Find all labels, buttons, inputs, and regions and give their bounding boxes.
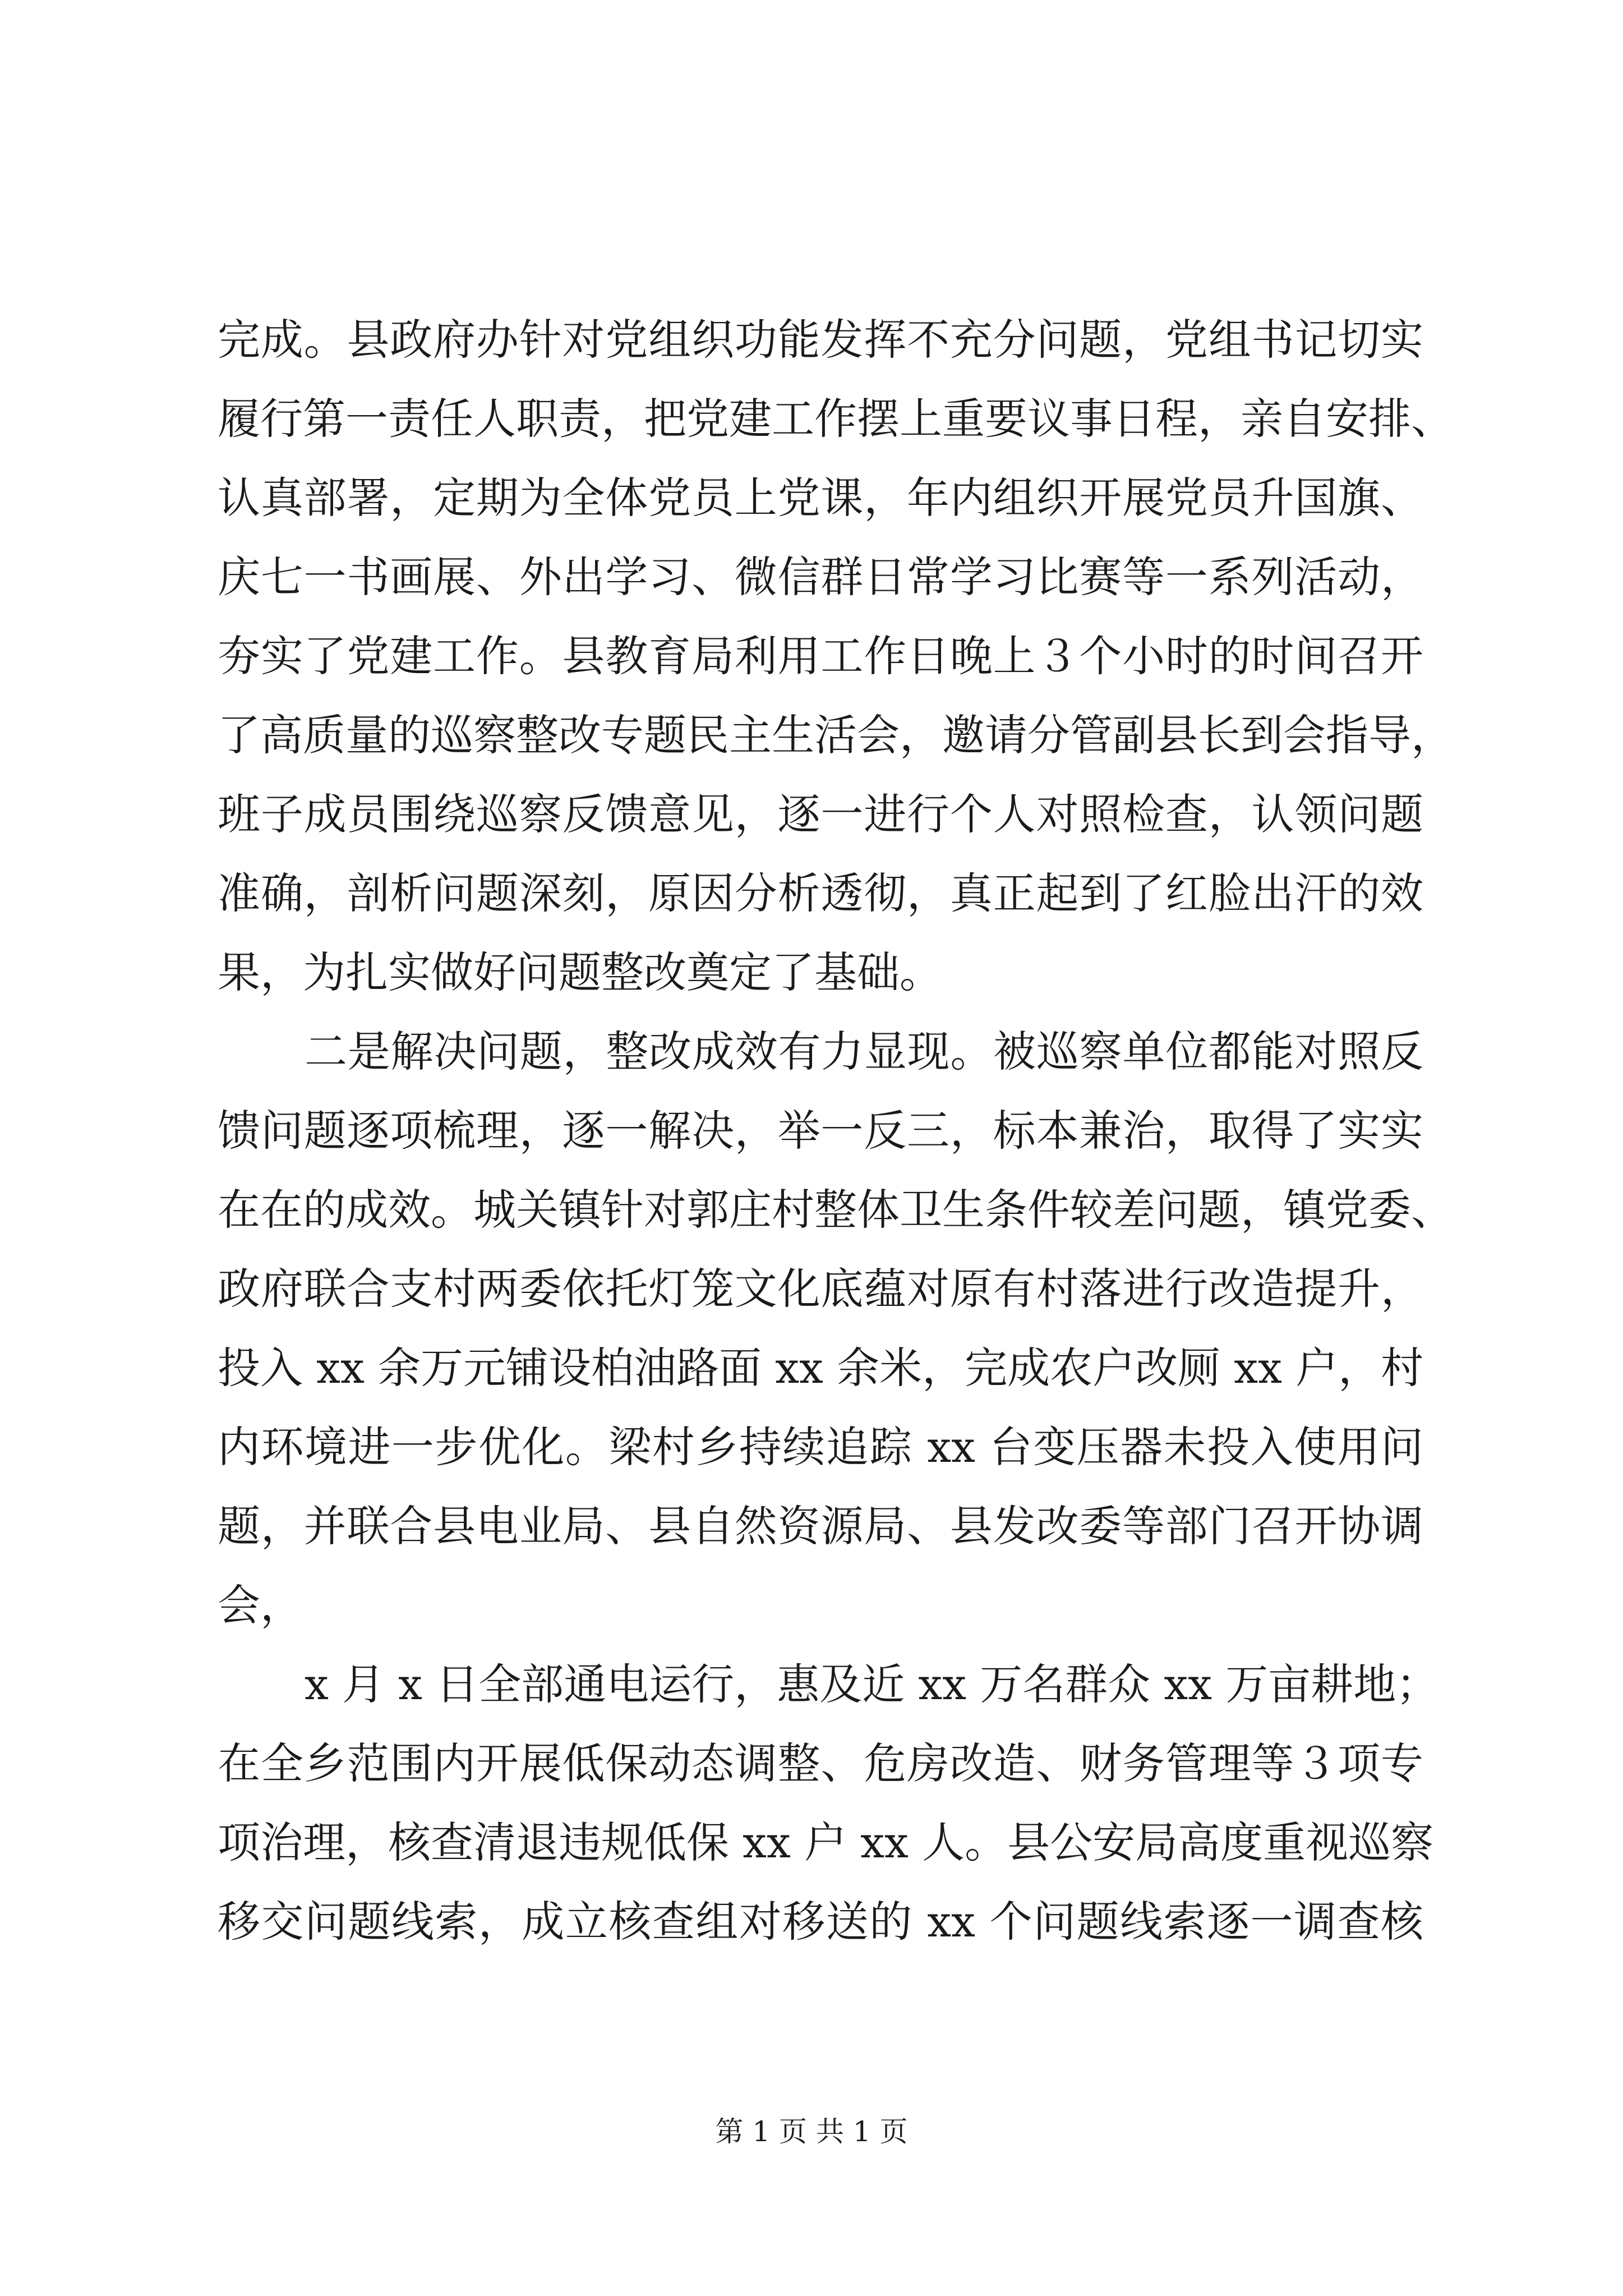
page-footer: 第 1 页 共 1 页 <box>715 2115 908 2148</box>
text-line: 会， <box>218 1580 303 1630</box>
text-line: 馈问题逐项梳理，逐一解决，举一反三，标本兼治，取得了实实 <box>218 1106 1423 1156</box>
text-line: 完成。县政府办针对党组织功能发挥不充分问题，党组书记切实 <box>218 315 1423 365</box>
text-line: 二是解决问题，整改成效有力显现。被巡察单位都能对照反 <box>305 1027 1423 1076</box>
text-line: 认真部署，定期为全体党员上党课，年内组织开展党员升国旗、 <box>218 473 1423 523</box>
text-line: 项治理，核查清退违规低保 xx 户 xx 人。县公安局高度重视巡察 <box>218 1818 1434 1867</box>
text-line: x 月 x 日全部通电运行，惠及近 xx 万名群众 xx 万亩耕地； <box>305 1659 1439 1709</box>
text-line: 政府联合支村两委依托灯笼文化底蕴对原有村落进行改造提升， <box>218 1264 1423 1314</box>
text-line: 夯实了党建工作。县教育局利用工作日晚上３个小时的时间召开 <box>218 631 1423 681</box>
text-line: 题，并联合县电业局、县自然资源局、县发改委等部门召开协调 <box>218 1501 1423 1551</box>
text-line: 在在的成效。城关镇针对郭庄村整体卫生条件较差问题，镇党委、 <box>218 1185 1454 1235</box>
text-line: 内环境进一步优化。梁村乡持续追踪 xx 台变压器未投入使用问 <box>218 1422 1423 1472</box>
text-line: 履行第一责任人职责，把党建工作摆上重要议事日程，亲自安排、 <box>218 394 1454 444</box>
text-line: 班子成员围绕巡察反馈意见，逐一进行个人对照检查，认领问题 <box>218 789 1423 839</box>
text-line: 果，为扎实做好问题整改奠定了基础。 <box>218 947 942 997</box>
text-line: 准确，剖析问题深刻，原因分析透彻，真正起到了红脸出汗的效 <box>218 868 1423 918</box>
text-line: 庆七一书画展、外出学习、微信群日常学习比赛等一系列活动， <box>218 552 1423 602</box>
text-line: 在全乡范围内开展低保动态调整、危房改造、财务管理等３项专 <box>218 1738 1423 1788</box>
text-line: 投入 xx 余万元铺设柏油路面 xx 余米，完成农户改厕 xx 户，村 <box>218 1343 1424 1393</box>
text-line: 移交问题线索，成立核查组对移送的 xx 个问题线索逐一调查核 <box>218 1897 1423 1947</box>
text-line: 了高质量的巡察整改专题民主生活会，邀请分管副县长到会指导， <box>218 710 1454 760</box>
